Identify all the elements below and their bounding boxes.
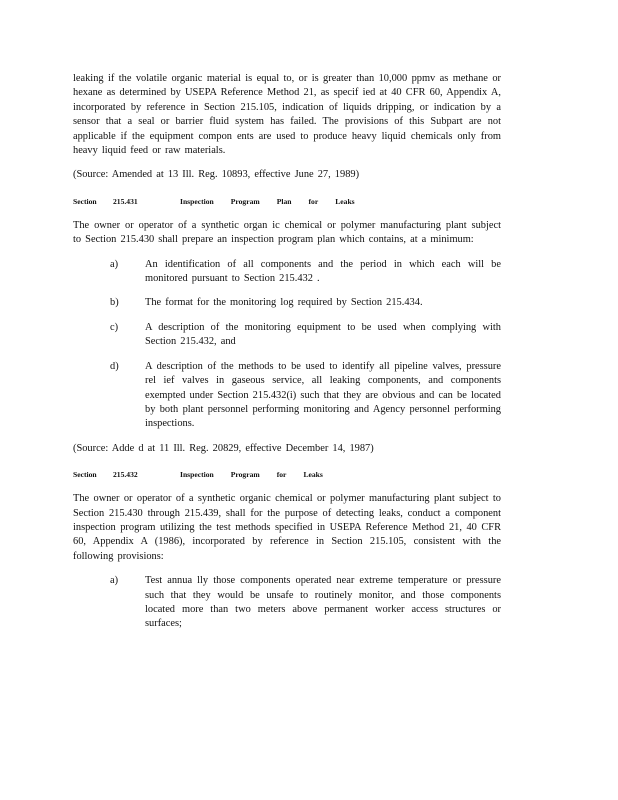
item-text: Test annua lly those components operated near extreme temperature or pressure such that they would be unsafe to routinely monitor, and those components located more than two meters above permanent worker access structures or surfaces; [145, 575, 501, 630]
section-215-431-heading [73, 196, 501, 208]
source-note-2: (Source: Adde d at 11 Ill. Reg. 20829, effective December 14, 1987) [73, 442, 374, 454]
document-page [73, 72, 501, 632]
section-215-431-intro: The owner or operator of a synthetic organ ic chemical or polymer manufacturing plant subject to Section 215.430 shall prepare an inspection program plan which contains, at a minimum: [73, 219, 501, 246]
list-item [73, 321, 501, 350]
list-item [73, 574, 501, 632]
section-number: 215.431 [113, 196, 138, 206]
title-word: for [308, 196, 319, 206]
title-word: Program [230, 196, 260, 206]
item-text: A description of the methods to be used to identify all pipeline valves, pressure rel ief valves in gaseous service, all leaking components, and components exempted under Section 215.432(i) such that they are obvious and can be located by both plant personnel performing monitoring and Agency personnel performing inspections. [145, 360, 501, 430]
section-title [180, 469, 323, 481]
title-word: for [276, 470, 287, 480]
section-title [180, 196, 355, 208]
list-item [73, 258, 501, 287]
title-word: Program [230, 470, 260, 480]
item-text: The format for the monitoring log required by Section 215.434. [145, 297, 423, 309]
item-label: b) [110, 297, 119, 309]
title-word: Inspection [180, 196, 214, 206]
item-text: A description of the monitoring equipment to be used when complying with Section 215.432, and [145, 321, 501, 348]
list-item [73, 360, 501, 432]
item-label: c) [110, 321, 119, 333]
title-word: Leaks [335, 196, 355, 206]
continuation-paragraph: leaking if the volatile organic material is equal to, or is greater than 10,000 ppmv as methane or hexane as determined by USEPA Reference Method 21, as specif ied at 40 CFR 60, Appendix A, incorporated by reference in Section 215.105, indication of liquids dripping, or indication by a sensor that a seal or barrier fluid system has failed. The provisions of this Subpart are not applicable if the equipment compon ents are used to produce heavy liquid chemicals only from heavy liquid feed or raw materials. [73, 73, 501, 157]
section-215-432-intro: The owner or operator of a synthetic organic chemical or polymer manufacturing plant subject to Section 215.430 through 215.439, shall for the purpose of detecting leaks, conduct a component inspection program utilizing the test methods specified in USEPA Reference Method 21, 40 CFR 60, Appendix A (1986), incorporated by reference in Section 215.105, consistent with the following provisions: [73, 493, 501, 562]
item-label: a) [110, 575, 119, 587]
section-number: 215.432 [113, 470, 138, 480]
item-label: d) [110, 360, 119, 372]
section-word: Section [73, 196, 97, 206]
section-215-431-list [73, 258, 501, 432]
item-label: a) [110, 258, 119, 270]
section-215-432-list [73, 574, 501, 632]
title-word: Leaks [303, 470, 323, 480]
list-item [73, 296, 501, 310]
title-word: Plan [276, 196, 292, 206]
section-215-432-heading [73, 469, 501, 481]
title-word: Inspection [180, 470, 214, 480]
item-text: An identification of all components and the period in which each will be monitored pursuant to Section 215.432 . [145, 258, 501, 285]
source-note-1: (Source: Amended at 13 Ill. Reg. 10893, effective June 27, 1989) [73, 169, 360, 181]
section-word: Section [73, 470, 97, 480]
